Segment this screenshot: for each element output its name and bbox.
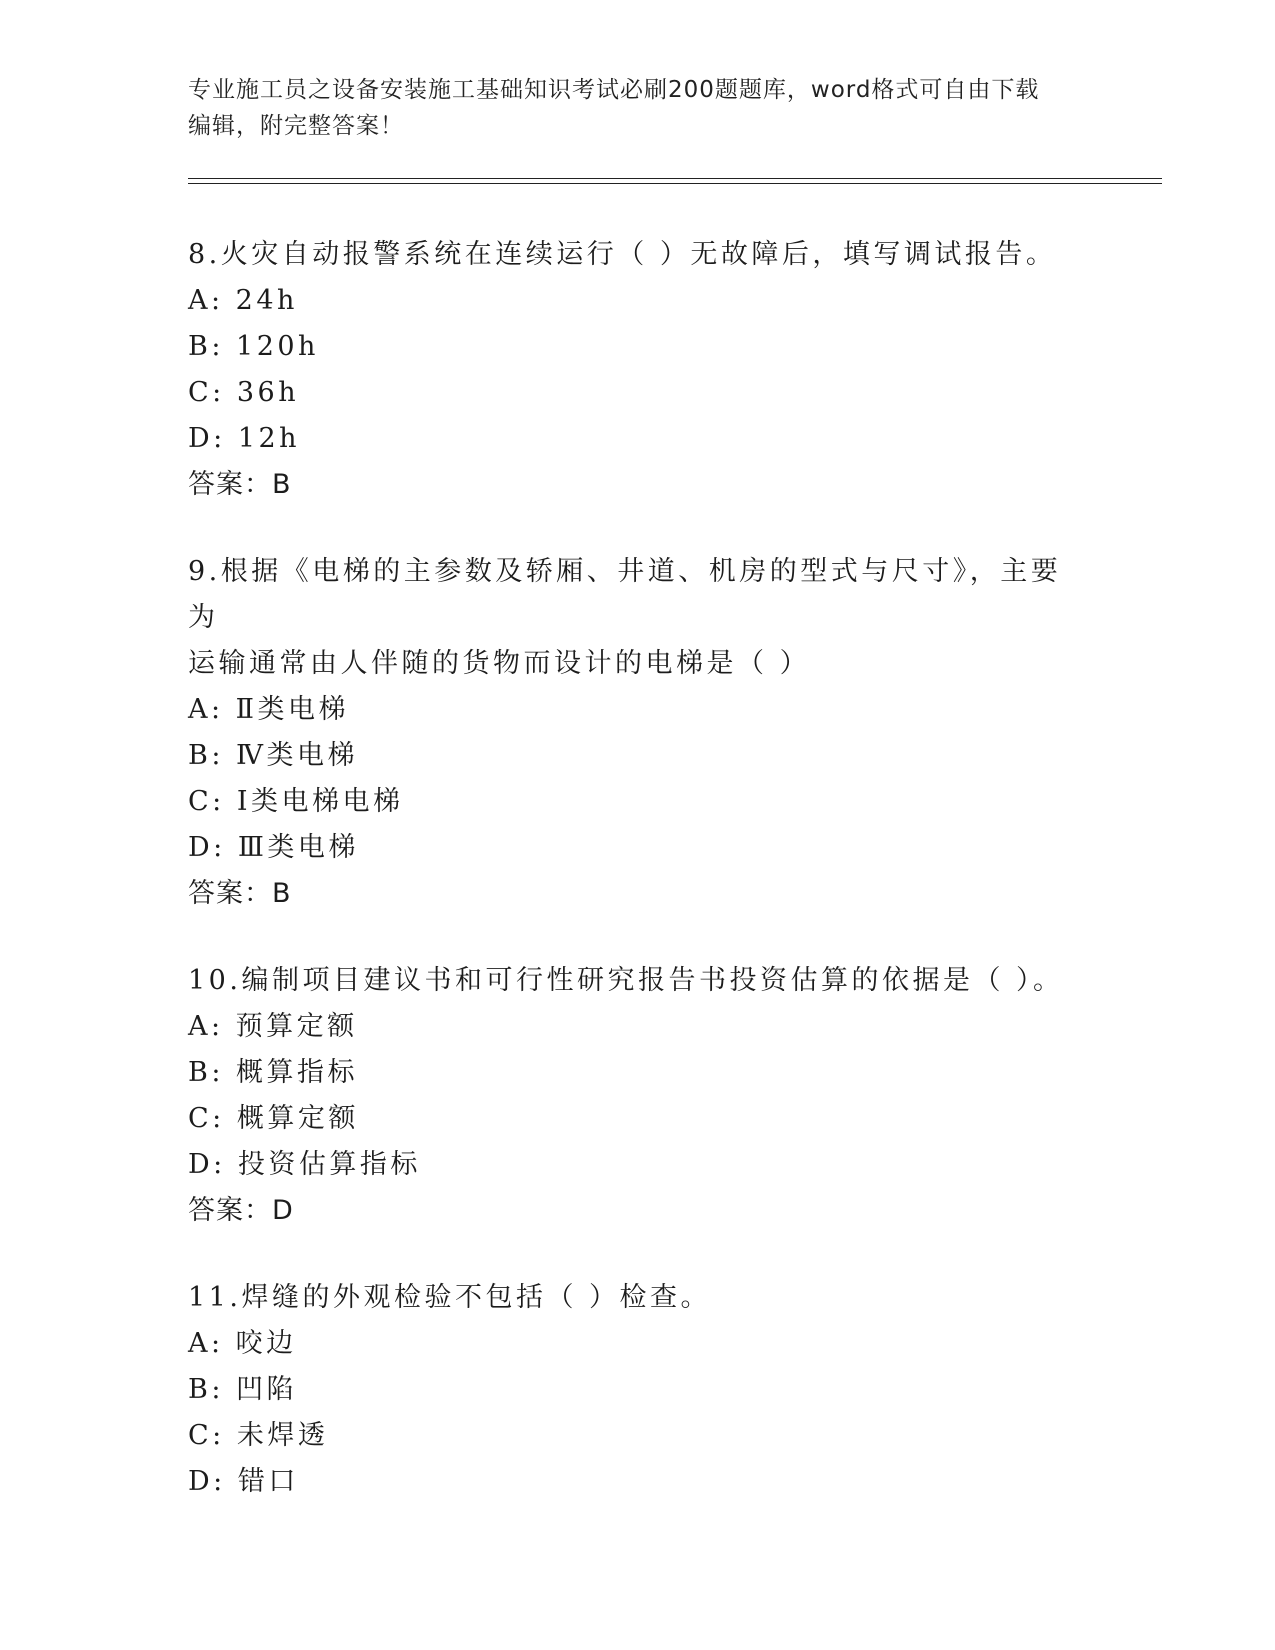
question-stem-line: 10.编制项目建议书和可行性研究报告书投资估算的依据是（ ）。 <box>188 965 1064 996</box>
question-stem <box>188 958 1088 1004</box>
header-divider-bottom <box>188 183 1162 184</box>
option-b: B: 概算指标 <box>188 1057 359 1088</box>
header-divider-top <box>188 178 1162 179</box>
option-b: B: 120h <box>188 331 319 362</box>
question-8 <box>188 232 1088 508</box>
option-a: A: 预算定额 <box>188 1011 358 1042</box>
document-header <box>188 72 1088 144</box>
question-stem <box>188 232 1088 278</box>
question-list <box>188 232 1088 1546</box>
question-stem-line: 9.根据《电梯的主参数及轿厢、井道、机房的型式与尺寸》，主要为 <box>188 556 1062 633</box>
option-c: C: 未焊透 <box>188 1420 329 1451</box>
question-9 <box>188 549 1088 917</box>
option-d: D: 12h <box>188 423 301 454</box>
option-d: D: 错口 <box>188 1466 299 1497</box>
question-stem <box>188 549 1088 687</box>
option-a: A: 24h <box>188 285 298 316</box>
option-b: B: 凹陷 <box>188 1374 298 1405</box>
option-c: C: 概算定额 <box>188 1103 359 1134</box>
header-title-line-2: 编辑，附完整答案！ <box>188 113 404 139</box>
option-c: C: 36h <box>188 377 300 408</box>
question-stem <box>188 1275 1088 1321</box>
question-10 <box>188 958 1088 1234</box>
option-a: A: Ⅱ类电梯 <box>188 694 350 725</box>
answer: 答案：B <box>188 878 292 909</box>
answer: 答案：D <box>188 1195 294 1226</box>
answer: 答案：B <box>188 469 292 500</box>
option-a: A: 咬边 <box>188 1328 297 1359</box>
header-title-line-1: 专业施工员之设备安装施工基础知识考试必刷200题题库，word格式可自由下载 <box>188 77 1040 103</box>
option-d: D: Ⅲ类电梯 <box>188 832 359 863</box>
question-stem-line: 11.焊缝的外观检验不包括（ ）检查。 <box>188 1282 712 1313</box>
question-11 <box>188 1275 1088 1505</box>
option-b: B: Ⅳ类电梯 <box>188 740 358 771</box>
option-c: C: Ⅰ类电梯电梯 <box>188 786 404 817</box>
question-stem-line: 运输通常由人伴随的货物而设计的电梯是（ ） <box>188 648 811 679</box>
option-d: D: 投资估算指标 <box>188 1149 421 1180</box>
question-stem-line: 8.火灾自动报警系统在连续运行（ ）无故障后，填写调试报告。 <box>188 239 1057 270</box>
